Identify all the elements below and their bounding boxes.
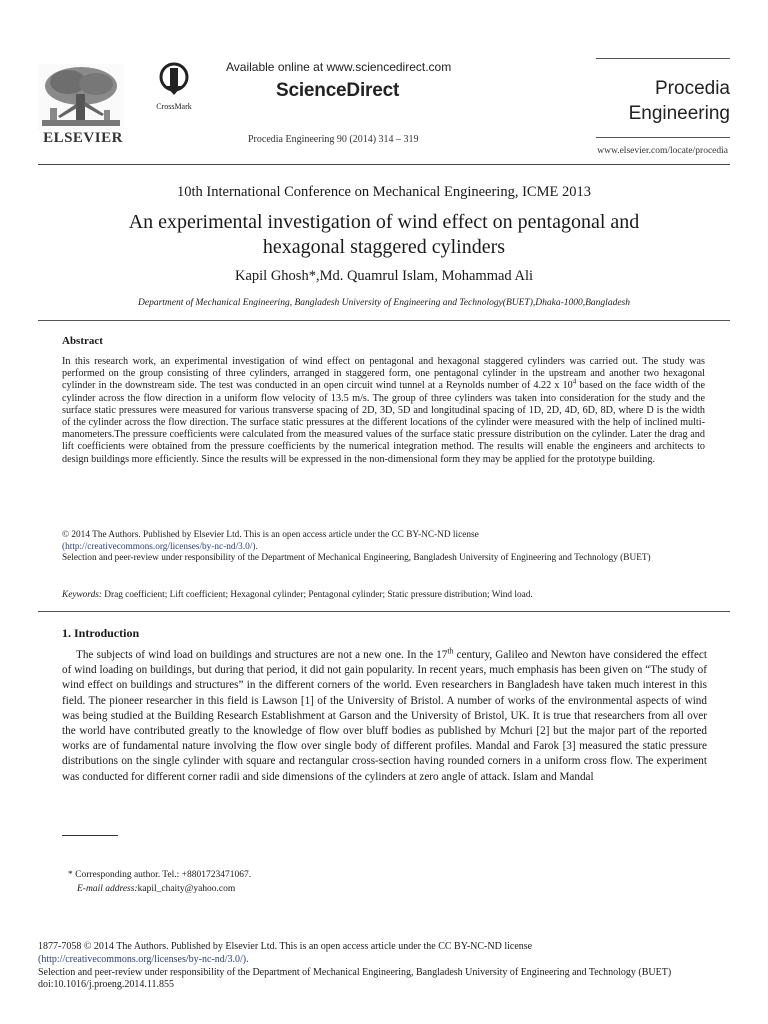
intro-superscript: th — [447, 646, 454, 656]
crossmark-badge[interactable] — [152, 62, 196, 111]
title-rule — [38, 320, 730, 321]
author-list: Kapil Ghosh*,Md. Quamrul Islam, Mohammad Ali — [234, 268, 534, 284]
sciencedirect-wordmark: ScienceDirect — [276, 80, 400, 101]
tree-icon — [38, 64, 124, 130]
journal-url[interactable]: www.elsevier.com/locate/procedia — [597, 146, 728, 156]
paper-title-line1: An experimental investigation of wind effect on pentagonal and — [128, 211, 640, 233]
email-label: E-mail address: — [77, 884, 138, 894]
corresponding-author-note: * Corresponding author. Tel.: +8801723471067. — [68, 870, 252, 880]
available-online-text: Available online at www.sciencedirect.com — [226, 60, 452, 74]
journal-name — [596, 76, 730, 126]
paper-title — [60, 210, 708, 260]
intro-text-part2: century, Galileo and Newton have considered the effect of wind loading on buildings, but during that period, it did not gain popularity. In recent years, much emphasis has been given on “The study of wind effect on buildings and structures” in the different corners of the world. Even researchers in Bangladesh have taken much interest in this field. The pioneer researcher in this field is Lawson [1] of the University of Bristol. A number of works of the environmental aspects of wind was being studied at the Building Research Establishment at Garson and the University of Bristol, UK. It is true that researchers from all over the world have contributed greatly to the knowledge of flow over bluff bodies as published by Mchuri [2] but the major part of the reported works are of fundamental nature involving the flow over single body of different profiles. Mandal and Farok [3] measured the static pressure distributions on the single cylinder with square and rectangular cross-section having rounded corners in a uniform cross flow. The experiment was conducted for different corner radii and side dimensions of the cylinders at zero angle of attack. Islam and Mandal — [62, 649, 707, 783]
journal-reference: Procedia Engineering 90 (2014) 314 – 319 — [248, 134, 419, 145]
crossmark-label: CrossMark — [156, 102, 192, 111]
introduction-body — [62, 648, 707, 785]
footnote-rule — [62, 835, 118, 836]
section-heading-introduction: 1. Introduction — [62, 626, 140, 640]
license-notice — [62, 530, 705, 565]
keywords-label: Keywords: — [62, 590, 102, 600]
abstract-exponent: 4 — [572, 378, 577, 387]
footer-doi[interactable]: doi:10.1016/j.proeng.2014.11.855 — [38, 979, 175, 991]
keywords-list: Drag coefficient; Lift coefficient; Hexagonal cylinder; Pentagonal cylinder; Static pressure distribution; Wind load. — [101, 590, 533, 600]
email-note — [77, 884, 235, 894]
license-line1: © 2014 The Authors. Published by Elsevier Ltd. This is an open access article under the CC BY-NC-ND license — [62, 530, 479, 540]
abstract-rule — [38, 611, 730, 612]
elsevier-wordmark: ELSEVIER — [43, 130, 123, 146]
email-address[interactable]: kapil_chaity@yahoo.com — [137, 884, 236, 894]
journal-box-bottom-rule — [596, 137, 730, 138]
page-footer — [38, 941, 730, 992]
conference-name: 10th International Conference on Mechanical Engineering, ICME 2013 — [177, 184, 591, 200]
journal-name-line1: Procedia — [655, 78, 730, 99]
affiliation: Department of Mechanical Engineering, Bangladesh University of Engineering and Technology(BUET),Dhaka-1000,Bangladesh — [138, 298, 630, 308]
crossmark-icon — [159, 62, 189, 96]
license-link[interactable]: (http://creativecommons.org/licenses/by-nc-nd/3.0/). — [62, 541, 258, 552]
footer-review-line: Selection and peer-review under responsibility of the Department of Mechanical Engineering, Bangladesh University of Engineering and Technology (BUET) — [38, 966, 672, 978]
keywords — [62, 590, 705, 600]
abstract-text-part2: based on the face width of the cylinder across the flow direction in a uniform flow velocity of 13.5 m/s. The group of three cylinders was taken into consideration for the study and the surface static pressures were measured for various transverse spacing of 2D, 3D, 5D and longitudinal spacing of 1D, 2D, 4D, 6D, 8D, where D is the width of the cylinder across the flow direction. The surface static pressures at the different locations of the cylinder were measured with the help of inclined multi-manometers.The pressure coefficients were calculated from the measured values of the surface static pressure distribution on the cylinder. Later the drag and lift coefficients were obtained from the pressure coefficients by the numerical integration method. The results will enable the engineers and architects to design buildings more efficiently. Since the results will be expressed in the non-dimensional form they may be applied for the prototype building. — [62, 380, 705, 465]
abstract-body — [62, 356, 705, 466]
footer-license-link[interactable]: (http://creativecommons.org/licenses/by-nc-nd/3.0/). — [38, 953, 249, 965]
journal-box-top-rule — [596, 58, 730, 59]
journal-name-line2: Engineering — [628, 103, 730, 124]
footer-issn-line: 1877-7058 © 2014 The Authors. Published by Elsevier Ltd. This is an open access article under the CC BY-NC-ND license — [38, 941, 533, 952]
header-rule — [38, 164, 730, 165]
abstract-text-part1: In this research work, an experimental investigation of wind effect on pentagonal and hexagonal staggered cylinders was carried out. The study was performed on the group consisting of three cylinders, arranged in staggered form, one pentagonal cylinder in the upstream and another two hexagonal cylinder in the downstream side. The test was conducted in an open circuit wind tunnel at a Reynolds number of 4.22 x 10 — [62, 356, 705, 392]
license-line3: Selection and peer-review under responsibility of the Department of Mechanical Engineering, Bangladesh University of Engineering and Technology (BUET) — [62, 553, 651, 563]
abstract-heading: Abstract — [62, 335, 103, 347]
paper-title-line2: hexagonal staggered cylinders — [262, 236, 506, 258]
intro-text-part1: The subjects of wind load on buildings and structures are not a new one. In the 17 — [76, 649, 448, 661]
